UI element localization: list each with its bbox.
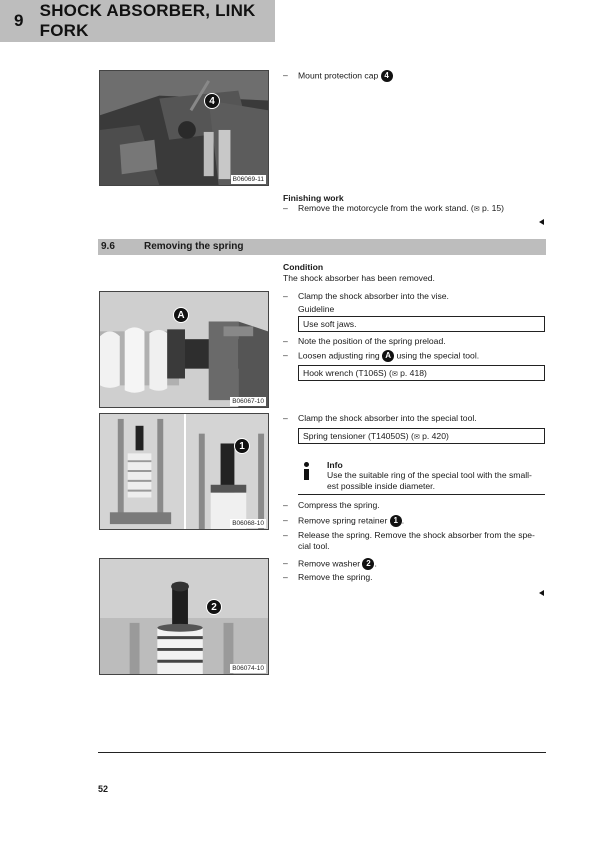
page-reference: p. 15): [482, 203, 505, 213]
figure-spring-tensioner: [99, 413, 269, 530]
step-remove-washer: – Remove washer 2 .: [283, 558, 545, 570]
page-number: 52: [98, 784, 109, 794]
section-heading: [98, 239, 546, 255]
figure-remove-washer: [99, 558, 269, 675]
step-text: Remove spring retainer: [298, 515, 388, 526]
tool-spring-tensioner: [298, 428, 545, 444]
step-text: using the special tool.: [396, 350, 480, 361]
figure-marker: A: [173, 307, 189, 323]
step-text: Remove the motorcycle from the work stand. (: [298, 203, 474, 213]
info-block: [298, 458, 545, 495]
chapter-title: SHOCK ABSORBER, LINK FORK: [39, 1, 256, 40]
figure-protection-cap: [99, 70, 269, 186]
tool-name: Spring tensioner (T14050S) (: [303, 431, 414, 441]
info-icon: [302, 462, 312, 480]
page-reference: p. 420): [422, 431, 449, 441]
step-compress-spring: – Compress the spring.: [283, 500, 545, 511]
end-of-section-mark: [539, 590, 544, 596]
info-body: [327, 470, 542, 492]
step-mount-protection-cap: [283, 70, 545, 82]
page-reference: p. 418): [400, 368, 427, 378]
info-line: Use the suitable ring of the special tool with the small-: [327, 470, 532, 480]
step-text: cial tool.: [298, 541, 330, 551]
figure-marker: 4: [204, 93, 220, 109]
step-text: Loosen adjusting ring: [298, 350, 380, 361]
step-clamp-special-tool: – Clamp the shock absorber into the special tool.: [283, 413, 545, 424]
condition-heading: Condition: [283, 262, 324, 272]
page-reference-icon: ✉: [391, 371, 398, 378]
figure-ref: B06067-10: [232, 398, 264, 405]
step-release-spring: [283, 530, 545, 552]
end-of-section-mark: [539, 219, 544, 225]
step-loosen-ring: [283, 350, 545, 362]
condition-text: The shock absorber has been removed.: [283, 273, 435, 283]
figure-ref: B06074-10: [232, 665, 264, 672]
info-title: Info: [327, 460, 343, 470]
marker-4: 4: [381, 70, 393, 82]
figure-ref: B06069-11: [232, 176, 264, 183]
footer-divider: [98, 752, 546, 753]
figure-protection-cap-drawing: [100, 71, 268, 185]
marker-2: 2: [362, 558, 374, 570]
step-remove-retainer: – Remove spring retainer 1 .: [283, 515, 545, 527]
tool-name: Hook wrench (T106S) (: [303, 368, 392, 378]
marker-1: 1: [390, 515, 402, 527]
section-title: Removing the spring: [144, 241, 244, 252]
figure-marker: 1: [234, 438, 250, 454]
step-clamp-vise: – Clamp the shock absorber into the vise.: [283, 291, 545, 302]
figure-ref: B06068-10: [232, 520, 264, 527]
figure-remove-washer-drawing: [100, 559, 268, 674]
step-note-preload: – Note the position of the spring preload.: [283, 336, 545, 347]
marker-a: A: [382, 350, 394, 362]
step-text: Remove washer: [298, 558, 361, 569]
guideline-label: Guideline: [298, 304, 335, 314]
page-reference-icon: ✉: [473, 206, 480, 213]
chapter-number: 9: [14, 11, 24, 30]
info-line: est possible inside diameter.: [327, 481, 435, 491]
step-remove-spring: – Remove the spring.: [283, 572, 545, 583]
chapter-header: [0, 0, 275, 42]
page-reference-icon: ✉: [413, 434, 420, 441]
step-text: – Release the spring. Remove the shock absorber from the spe-: [298, 530, 535, 540]
step-remove-from-stand: [283, 203, 545, 215]
guideline-box: Use soft jaws.: [298, 316, 545, 332]
step-text: Mount protection cap: [298, 70, 379, 81]
section-number: 9.6: [101, 241, 115, 252]
figure-shock-in-vise: [99, 291, 269, 408]
tool-hook-wrench: [298, 365, 545, 381]
finishing-work-heading: Finishing work: [283, 193, 344, 203]
figure-marker: 2: [206, 599, 222, 615]
figure-spring-tensioner-drawing: [100, 414, 268, 529]
